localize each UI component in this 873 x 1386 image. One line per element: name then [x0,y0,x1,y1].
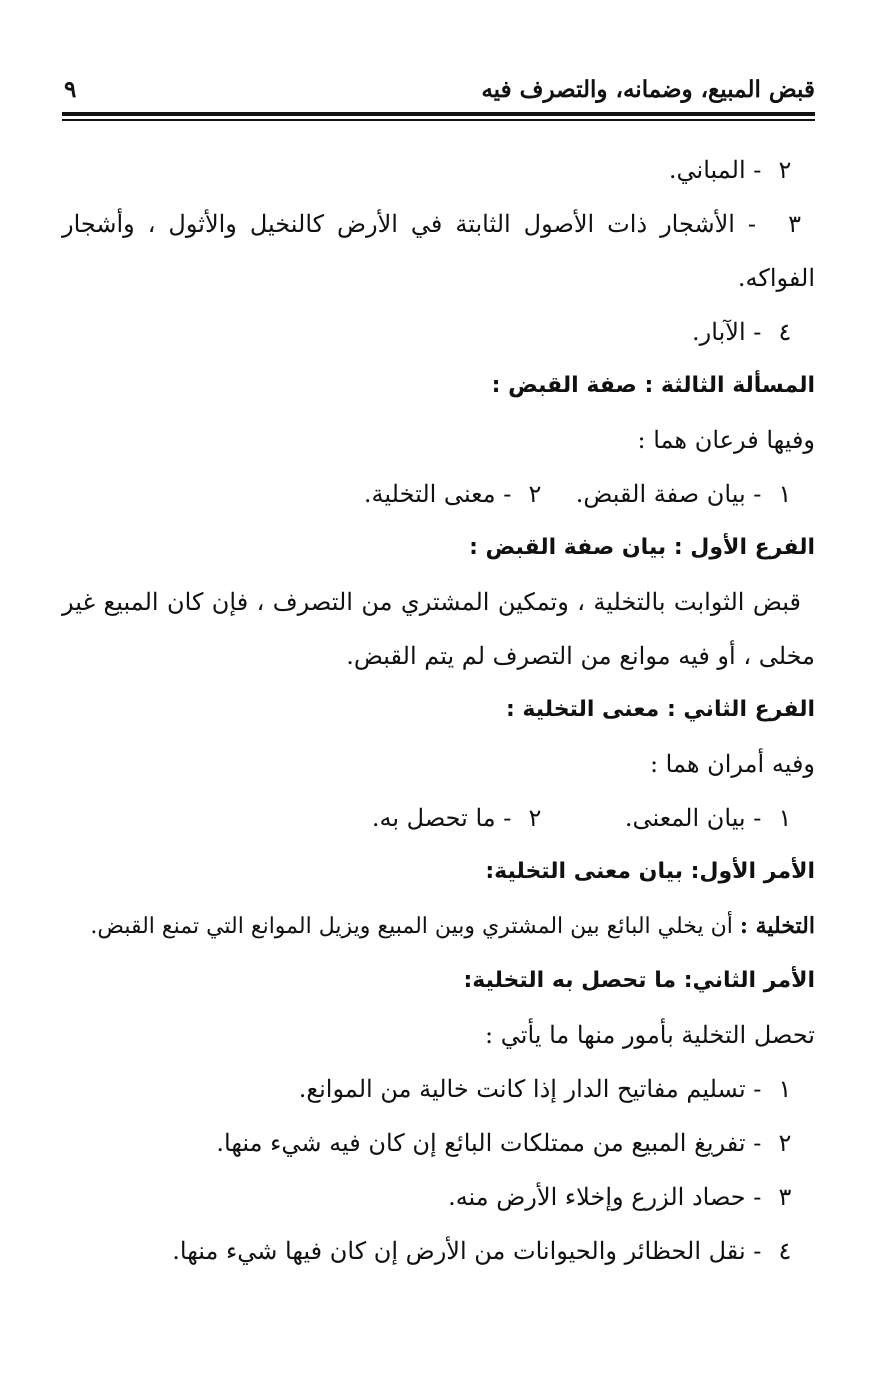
section-heading: المسألة الثالثة : صفة القبض : [491,373,815,398]
body-text [62,143,815,1278]
list-item [62,197,815,251]
list-item [364,467,591,521]
item-number: ٣ [778,1183,792,1211]
definition-text: أن يخلي البائع بين المشتري وبين المبيع ويزيل الموانع التي تمنع القبض. [90,914,733,939]
item-number: ٣ [788,210,801,238]
item-number: ٤ [778,1237,792,1265]
subsection-heading: الفرع الثاني : معنى التخلية : [505,697,815,722]
paragraph-line: وفيها فرعان هما : [637,426,815,454]
header-rule-thin [62,119,815,121]
paragraph-line: قبض الثوابت بالتخلية ، وتمكين المشتري من التصرف ، فإن كان المبيع غير [62,588,801,616]
item-text: - الآبار. [692,318,762,346]
subsection-heading: الأمر الثاني: ما تحصل به التخلية: [463,968,815,993]
definition-line [62,899,815,954]
item-text: - المباني. [668,156,762,184]
list-item [372,791,591,845]
list-item [62,1062,815,1116]
item-number: ١ [778,1075,792,1103]
header-rule-thick [62,112,815,116]
item-number: ١ [778,804,792,832]
list-item [62,1116,815,1170]
item-text: - حصاد الزرع وإخلاء الأرض منه. [448,1183,762,1211]
list-item [62,1170,815,1224]
item-number: ٢ [528,804,542,832]
subsection-heading: الأمر الأول: بيان معنى التخلية: [485,859,815,884]
item-text: - ما تحصل به. [371,804,512,832]
item-text: - تفريغ المبيع من ممتلكات البائع إن كان فيه شيء منها. [216,1129,762,1157]
subsection-heading: الفرع الأول : بيان صفة القبض : [469,535,815,560]
item-number: ١ [778,480,792,508]
list-item [62,143,815,197]
header-title: قبض المبيع، وضمانه، والتصرف فيه [481,76,815,103]
item-number: ٢ [778,1129,792,1157]
item-text: - معنى التخلية. [363,480,512,508]
item-number: ٢ [528,480,542,508]
paragraph-line: مخلى ، أو فيه موانع من التصرف لم يتم القبض. [346,642,815,670]
list-item [575,467,801,521]
item-text: - بيان المعنى. [624,804,762,832]
page-number: ٩ [64,76,77,103]
item-text: - نقل الحظائر والحيوانات من الأرض إن كان فيها شيء منها. [172,1237,762,1265]
item-number: ٤ [778,318,792,346]
list-item [591,791,801,845]
item-text: - بيان صفة القبض. [575,480,762,508]
definition-term: التخلية : [739,913,815,939]
item-text: - الأشجار ذات الأصول الثابتة في الأرض كالنخيل والأثول ، وأشجار [62,210,757,238]
list-item [62,305,815,359]
item-number: ٢ [778,156,792,184]
item-text: - تسليم مفاتيح الدار إذا كانت خالية من الموانع. [298,1075,762,1103]
list-item [62,1224,815,1278]
running-header [62,70,815,110]
paragraph-line: تحصل التخلية بأمور منها ما يأتي : [485,1021,815,1049]
two-column-list [62,467,815,521]
paragraph-line: وفيه أمران هما : [649,750,815,778]
two-column-list [62,791,815,845]
paragraph-line: الفواكه. [737,264,815,292]
